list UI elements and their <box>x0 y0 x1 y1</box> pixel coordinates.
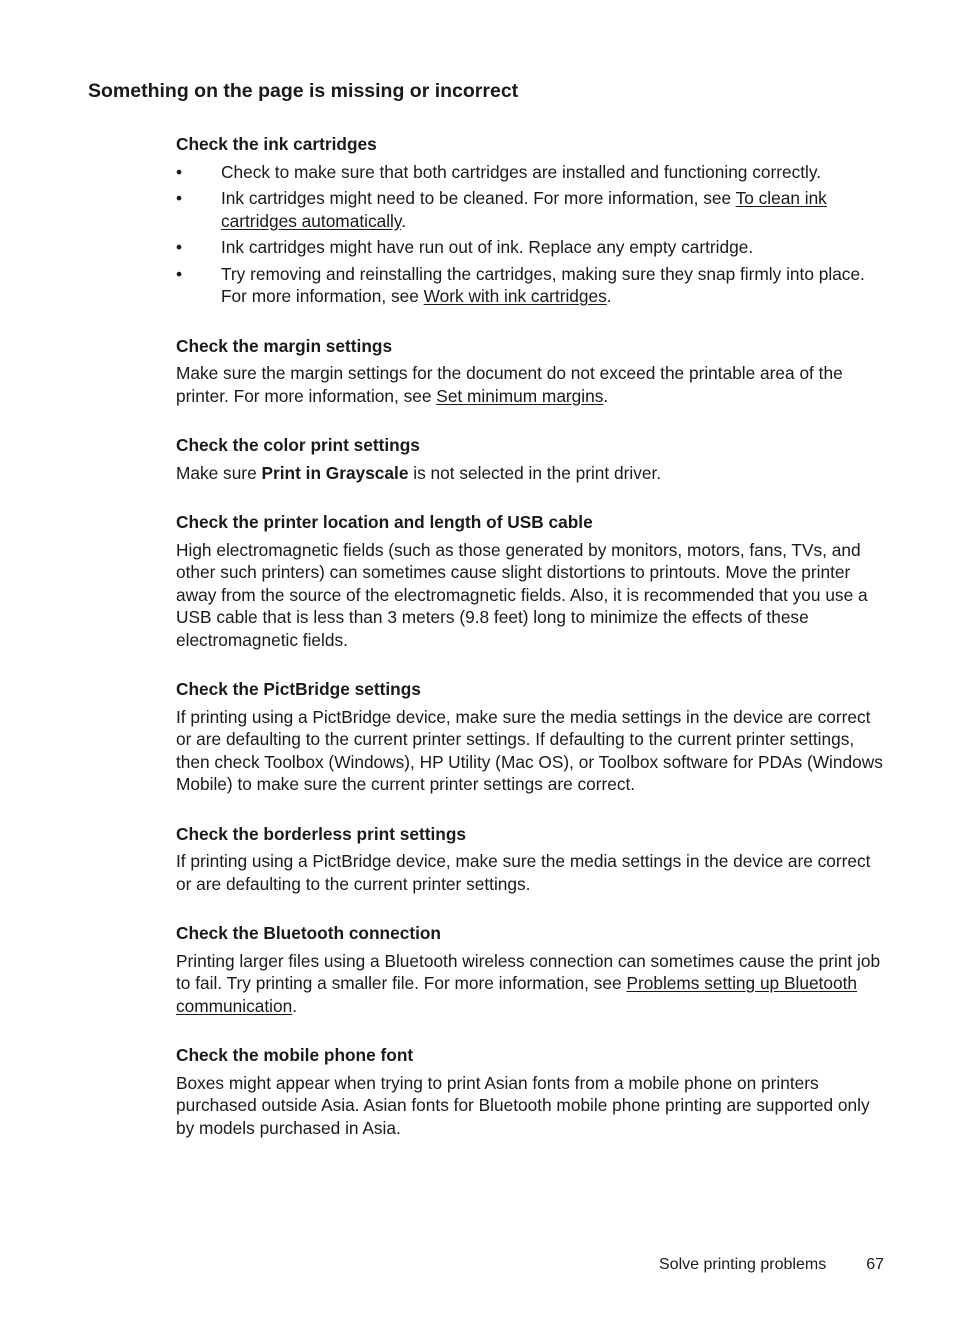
punctuation: . <box>292 995 298 1016</box>
section-heading: Check the PictBridge settings <box>176 679 421 699</box>
section-ink-cartridges <box>176 133 888 308</box>
section-heading: Check the ink cartridges <box>176 134 377 154</box>
section-body: High electromagnetic fields (such as those generated by monitors, motors, fans, TVs, and other such printers) can sometimes cause slight distortions to printouts. Move the printer away from the source of the electromagnetic fields. Also, it is recommended that you use a USB cable that is less than 3 meters (9.8 feet) long to minimize the effects of these electromagnetic fields. <box>176 539 868 650</box>
bullet-list <box>176 161 888 308</box>
page-number: 67 <box>866 1256 884 1273</box>
section-heading: Check the mobile phone font <box>176 1045 414 1065</box>
section-heading: Check the margin settings <box>176 335 393 356</box>
set-minimum-margins-link[interactable]: Set minimum margins <box>436 385 604 406</box>
punctuation: . <box>603 385 609 406</box>
page-title: Something on the page is missing or incorrect <box>88 80 519 102</box>
page-content <box>176 133 888 1166</box>
section-body: Boxes might appear when trying to print Asian fonts from a mobile phone on printers purchased outside Asia. Asian fonts for Bluetooth mobile phone printing are supported only by models purchased in Asia. <box>176 1072 870 1138</box>
section-body: If printing using a PictBridge device, make sure the media settings in the device are correct or are defaulting to the current printer settings. If defaulting to the current printer settings, then check Toolbox (Windows), HP Utility (Mac OS), or Toolbox software for PDAs (Windows Mobile) to make sure the current printer settings are correct. <box>176 706 883 794</box>
section-body <box>176 462 888 485</box>
list-item <box>176 161 888 184</box>
list-item <box>176 187 888 232</box>
section-body: If printing using a PictBridge device, make sure the media settings in the device are correct or are defaulting to the current printer settings. <box>176 851 871 894</box>
list-item-text: Ink cartridges might have run out of ink. Replace any empty cartridge. <box>221 237 754 257</box>
section-body <box>176 950 888 1018</box>
work-with-cartridges-link[interactable]: Work with ink cartridges <box>423 286 607 306</box>
bullet-marker: • <box>176 263 183 284</box>
section-heading: Check the color print settings <box>176 435 420 455</box>
page-footer <box>659 1256 884 1274</box>
section-bluetooth-connection <box>176 922 888 1017</box>
section-borderless-print <box>176 823 888 896</box>
section-mobile-phone-font <box>176 1044 888 1139</box>
punctuation: . <box>606 286 612 306</box>
grayscale-option-name: Print in Grayscale <box>261 462 409 483</box>
body-text: Make sure the margin settings for the document do not exceed the printable area of the printer. For more information, see <box>176 363 843 406</box>
section-heading: Check the borderless print settings <box>176 823 467 844</box>
section-body <box>176 362 888 407</box>
bullet-marker: • <box>176 161 183 182</box>
list-item <box>176 263 888 308</box>
punctuation: . <box>401 210 407 231</box>
section-color-print-settings <box>176 434 888 484</box>
body-text: is not selected in the print driver. <box>408 462 662 483</box>
body-text: Printing larger files using a Bluetooth wireless connection can sometimes cause the print job to fail. Try printing a smaller file. For more information, see <box>176 950 881 993</box>
list-item-text: Try removing and reinstalling the cartridges, making sure they snap firmly into place. For more information, see <box>221 263 865 306</box>
section-usb-cable <box>176 511 888 651</box>
bluetooth-problems-link[interactable]: Problems setting up Bluetooth communication <box>176 973 857 1016</box>
bullet-marker: • <box>176 237 183 257</box>
bullet-marker: • <box>176 188 183 208</box>
section-heading: Check the Bluetooth connection <box>176 923 441 943</box>
body-text: Make sure <box>176 462 262 483</box>
section-margin-settings <box>176 335 888 408</box>
list-item <box>176 236 888 259</box>
footer-section-name: Solve printing problems <box>659 1256 827 1273</box>
section-heading: Check the printer location and length of USB cable <box>176 512 593 532</box>
list-item-text: Ink cartridges might need to be cleaned. For more information, see <box>221 188 736 208</box>
clean-cartridges-link[interactable]: To clean ink cartridges automatically <box>221 188 827 231</box>
section-pictbridge-settings <box>176 678 888 796</box>
list-item-text: Check to make sure that both cartridges are installed and functioning correctly. <box>221 161 822 182</box>
